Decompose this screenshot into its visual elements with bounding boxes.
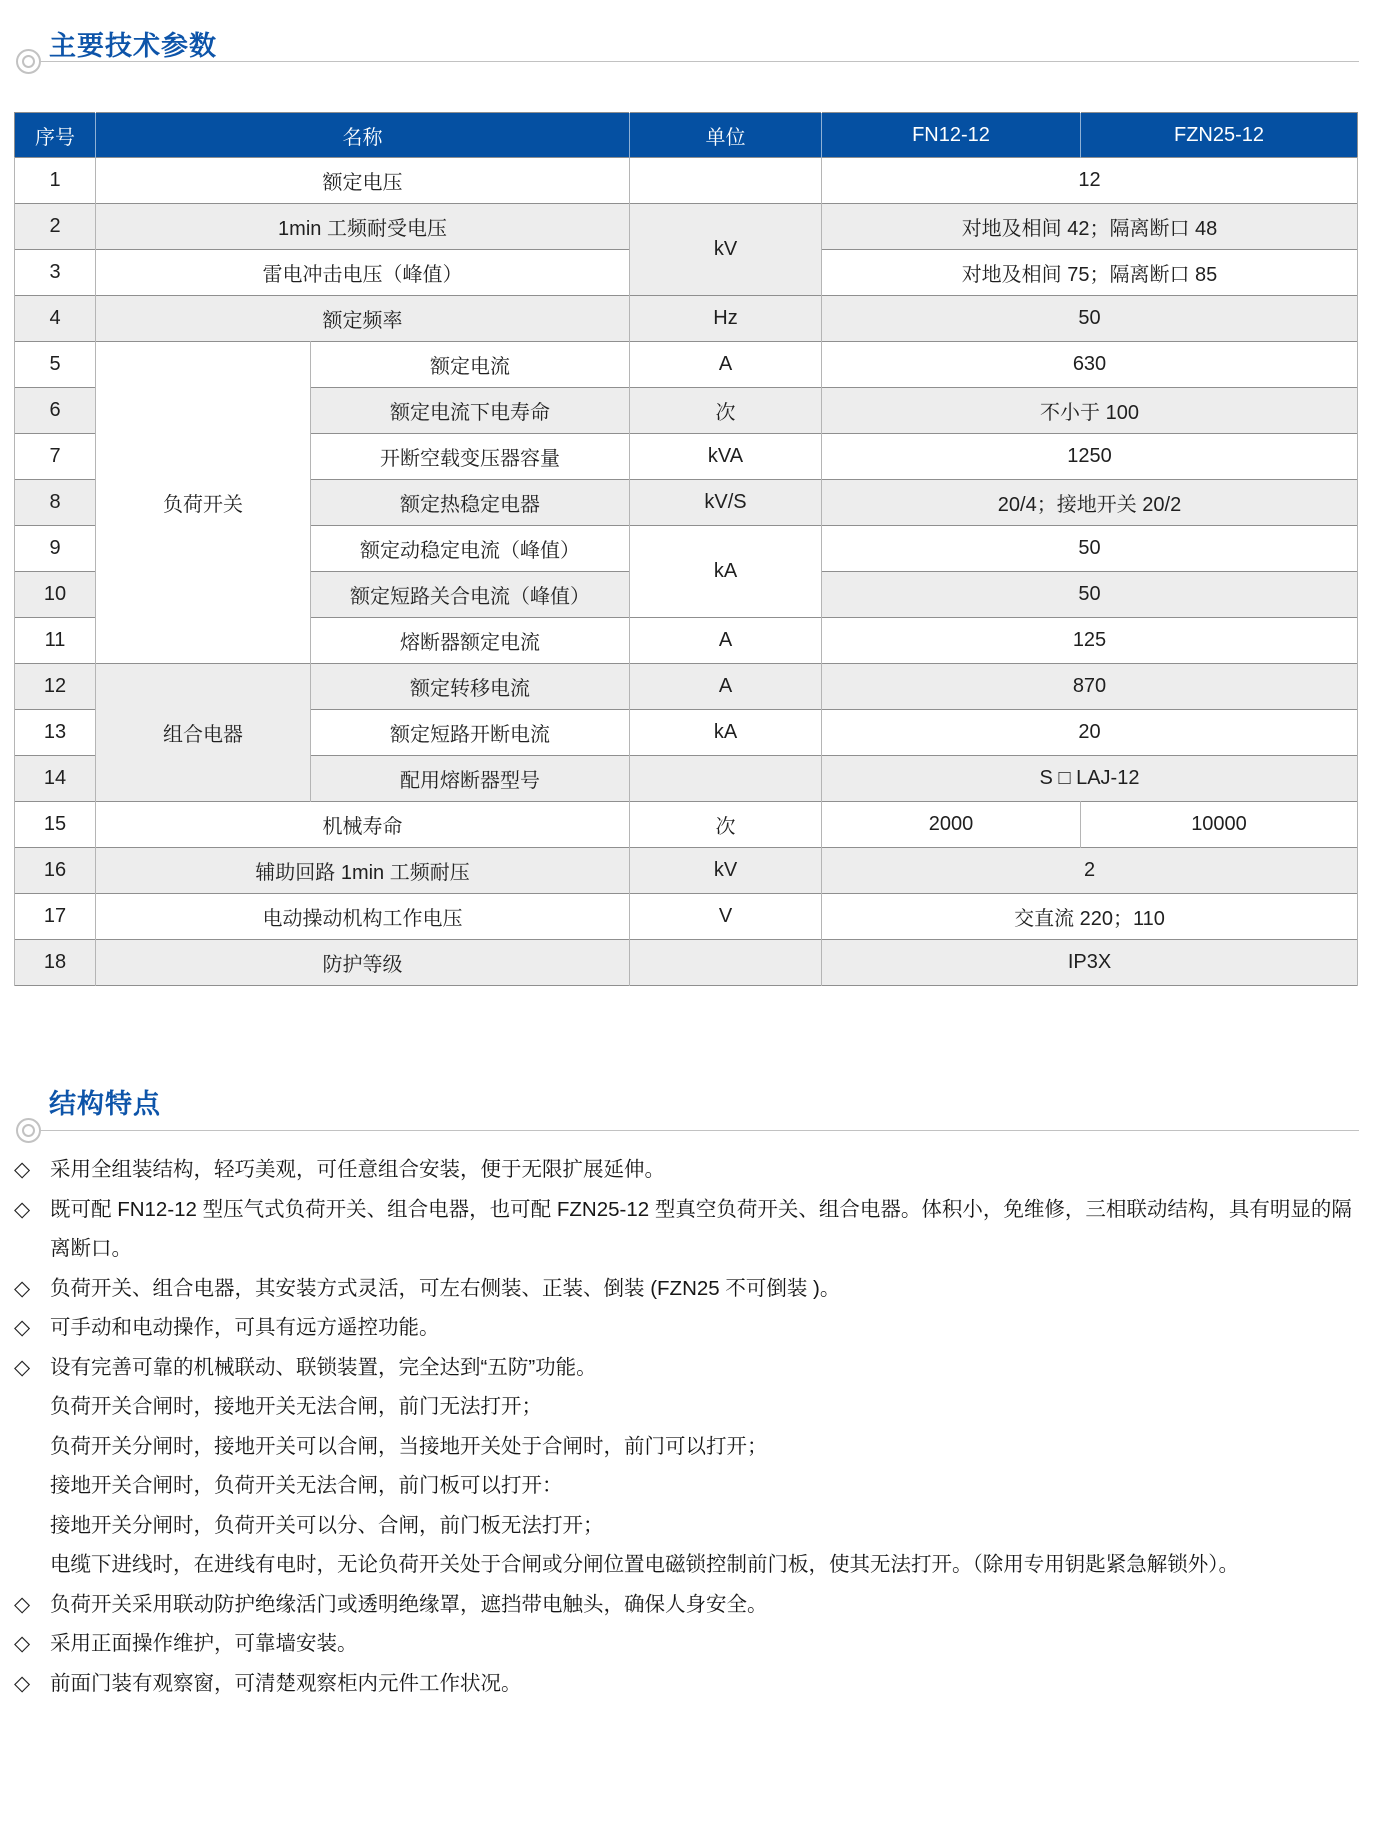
column-header: FN12-12 <box>822 113 1081 158</box>
feature-text: 负荷开关采用联动防护绝缘活门或透明绝缘罩，遮挡带电触头，确保人身安全。 <box>50 1592 768 1616</box>
table-cell: 630 <box>822 342 1358 388</box>
table-cell: 对地及相间 75；隔离断口 85 <box>822 250 1358 296</box>
table-cell: 10 <box>15 572 96 618</box>
table-cell: 额定转移电流 <box>311 664 630 710</box>
table-cell: 3 <box>15 250 96 296</box>
diamond-bullet-icon: ◇ <box>14 1158 31 1181</box>
ring-inner-icon <box>22 1124 35 1137</box>
table-cell: 870 <box>822 664 1358 710</box>
table-cell: 2 <box>15 204 96 250</box>
structure-features-list <box>14 1150 1361 1703</box>
table-cell: 4 <box>15 296 96 342</box>
table-cell <box>630 756 822 802</box>
feature-item <box>14 1664 1361 1704</box>
table-cell: 额定热稳定电器 <box>311 480 630 526</box>
table-cell: A <box>630 664 822 710</box>
column-header: 序号 <box>15 113 96 158</box>
table-row <box>15 204 1358 250</box>
divider-line <box>41 61 1359 62</box>
column-header: 名称 <box>96 113 630 158</box>
table-cell: kV <box>630 204 822 296</box>
table-cell: 额定电压 <box>96 158 630 204</box>
table-cell: 雷电冲击电压（峰值） <box>96 250 630 296</box>
divider-line <box>41 1130 1359 1131</box>
feature-text: 接地开关分闸时，负荷开关可以分、合闸，前门板无法打开； <box>50 1513 604 1537</box>
table-cell: 额定短路关合电流（峰值） <box>311 572 630 618</box>
feature-subitem <box>14 1427 1361 1467</box>
table-cell: 11 <box>15 618 96 664</box>
diamond-bullet-icon: ◇ <box>14 1316 31 1339</box>
table-cell: 次 <box>630 388 822 434</box>
feature-item <box>14 1308 1361 1348</box>
table-cell: 辅助回路 1min 工频耐压 <box>96 848 630 894</box>
table-cell: A <box>630 618 822 664</box>
table-cell: 8 <box>15 480 96 526</box>
table-row <box>15 848 1358 894</box>
table-row <box>15 158 1358 204</box>
feature-item <box>14 1585 1361 1625</box>
table-cell: A <box>630 342 822 388</box>
diamond-bullet-icon: ◇ <box>14 1632 31 1655</box>
feature-subitem <box>14 1545 1361 1585</box>
table-cell: 对地及相间 42；隔离断口 48 <box>822 204 1358 250</box>
diamond-bullet-icon: ◇ <box>14 1355 31 1379</box>
table-row <box>15 342 1358 388</box>
feature-text: 接地开关合闸时，负荷开关无法合闸，前门板可以打开： <box>50 1474 563 1497</box>
ring-icon <box>16 1118 41 1143</box>
table-cell: S □ LAJ-12 <box>822 756 1358 802</box>
table-cell: IP3X <box>822 940 1358 986</box>
table-cell: 9 <box>15 526 96 572</box>
table-cell: 20/4；接地开关 20/2 <box>822 480 1358 526</box>
ring-icon <box>16 49 41 74</box>
table-cell: Hz <box>630 296 822 342</box>
feature-text: 采用正面操作维护，可靠墙安装。 <box>50 1632 358 1655</box>
table-cell: 7 <box>15 434 96 480</box>
feature-text: 负荷开关分闸时，接地开关可以合闸，当接地开关处于合闸时，前门可以打开； <box>50 1434 768 1458</box>
table-cell: 13 <box>15 710 96 756</box>
diamond-bullet-icon: ◇ <box>14 1592 31 1616</box>
table-row <box>15 940 1358 986</box>
column-header: FZN25-12 <box>1081 113 1358 158</box>
table-cell: kA <box>630 526 822 618</box>
table-cell: 20 <box>822 710 1358 756</box>
feature-text: 采用全组装结构，轻巧美观，可任意组合安装，便于无限扩展延伸。 <box>50 1158 665 1181</box>
section-title-structure: 结构特点 <box>49 1089 161 1119</box>
feature-subitem <box>14 1387 1361 1427</box>
feature-item <box>14 1269 1361 1309</box>
table-cell: 50 <box>822 296 1358 342</box>
table-cell: 次 <box>630 802 822 848</box>
table-cell: kVA <box>630 434 822 480</box>
feature-item <box>14 1190 1361 1269</box>
table-cell: 不小于 100 <box>822 388 1358 434</box>
table-cell: 电动操动机构工作电压 <box>96 894 630 940</box>
table-group-cell: 负荷开关 <box>96 342 311 664</box>
table-cell: 18 <box>15 940 96 986</box>
table-header-row <box>15 113 1358 158</box>
diamond-bullet-icon: ◇ <box>14 1276 31 1300</box>
feature-text: 前面门装有观察窗，可清楚观察柜内元件工作状况。 <box>50 1671 522 1695</box>
feature-text: 电缆下进线时，在进线有电时，无论负荷开关处于合闸或分闸位置电磁锁控制前门板，使其无法打开。（除用专用钥匙紧急解锁外）。 <box>50 1553 1239 1576</box>
table-cell: 熔断器额定电流 <box>311 618 630 664</box>
table-cell: 2000 <box>822 802 1081 848</box>
table-cell: 额定短路开断电流 <box>311 710 630 756</box>
diamond-bullet-icon: ◇ <box>14 1671 31 1695</box>
feature-text: 既可配 FN12-12 型压气式负荷开关、组合电器，也可配 FZN25-12 型真空负荷开关、组合电器。体积小，免维修，三相联动结构，具有明显的隔离断口。 <box>50 1197 1352 1260</box>
table-cell: 开断空载变压器容量 <box>311 434 630 480</box>
table-cell: 50 <box>822 526 1358 572</box>
table-cell: 50 <box>822 572 1358 618</box>
feature-text: 设有完善可靠的机械联动、联锁装置，完全达到“五防”功能。 <box>50 1355 597 1379</box>
table-cell: 1min 工频耐受电压 <box>96 204 630 250</box>
feature-item <box>14 1348 1361 1388</box>
section-title-tech-params: 主要技术参数 <box>49 31 217 61</box>
table-cell: 14 <box>15 756 96 802</box>
table-cell: kV <box>630 848 822 894</box>
table-cell: 125 <box>822 618 1358 664</box>
table-cell: 1 <box>15 158 96 204</box>
table-cell: 额定频率 <box>96 296 630 342</box>
table-cell: 额定电流 <box>311 342 630 388</box>
table-cell: kV/S <box>630 480 822 526</box>
diamond-bullet-icon: ◇ <box>14 1197 31 1221</box>
table-group-cell: 组合电器 <box>96 664 311 802</box>
table-cell: 12 <box>822 158 1358 204</box>
table-cell: 交直流 220；110 <box>822 894 1358 940</box>
table-cell: 5 <box>15 342 96 388</box>
tech-params-table <box>14 112 1358 986</box>
table-cell: 17 <box>15 894 96 940</box>
table-cell: 1250 <box>822 434 1358 480</box>
table-cell: 2 <box>822 848 1358 894</box>
column-header: 单位 <box>630 113 822 158</box>
table-cell: 额定电流下电寿命 <box>311 388 630 434</box>
feature-item <box>14 1150 1361 1190</box>
table-cell: V <box>630 894 822 940</box>
feature-text: 负荷开关、组合电器，其安装方式灵活，可左右侧装、正装、倒装 (FZN25 不可倒装 )。 <box>50 1276 841 1300</box>
table-cell: 12 <box>15 664 96 710</box>
table-cell: 16 <box>15 848 96 894</box>
table-row <box>15 664 1358 710</box>
table-row <box>15 802 1358 848</box>
table-row <box>15 894 1358 940</box>
table-cell: 机械寿命 <box>96 802 630 848</box>
feature-item <box>14 1624 1361 1664</box>
feature-subitem <box>14 1506 1361 1546</box>
table-cell: 额定动稳定电流（峰值） <box>311 526 630 572</box>
feature-subitem <box>14 1466 1361 1506</box>
table-cell: kA <box>630 710 822 756</box>
table-cell: 10000 <box>1081 802 1358 848</box>
ring-inner-icon <box>22 55 35 68</box>
table-row <box>15 296 1358 342</box>
table-cell: 防护等级 <box>96 940 630 986</box>
table-cell: 6 <box>15 388 96 434</box>
feature-text: 负荷开关合闸时，接地开关无法合闸，前门无法打开； <box>50 1395 542 1418</box>
table-cell <box>630 158 822 204</box>
table-cell <box>630 940 822 986</box>
table-cell: 配用熔断器型号 <box>311 756 630 802</box>
table-cell: 15 <box>15 802 96 848</box>
feature-text: 可手动和电动操作，可具有远方遥控功能。 <box>50 1316 440 1339</box>
